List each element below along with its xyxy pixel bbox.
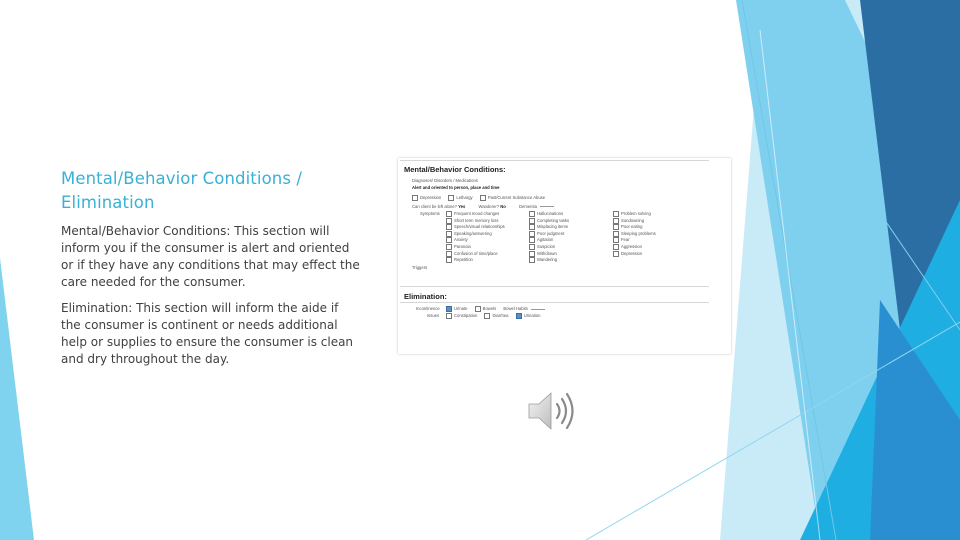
- symptom-checkbox[interactable]: [529, 231, 535, 237]
- left-alone-label: Can client be left alone?: [412, 204, 457, 209]
- symptom-label: Misplacing items: [537, 224, 568, 230]
- symptom-label: Speaking/answering: [454, 230, 492, 236]
- symptom-item: [446, 244, 505, 251]
- symptom-checkbox[interactable]: [446, 211, 452, 217]
- symptom-item: [613, 237, 656, 244]
- left-corner-triangle: [0, 258, 34, 540]
- symptom-item: [446, 224, 505, 231]
- symptom-checkbox[interactable]: [613, 244, 619, 250]
- symptom-checkbox[interactable]: [613, 231, 619, 237]
- bowels-label: Bowels: [482, 306, 497, 312]
- elimination-separator: [400, 302, 709, 303]
- incontinence-row: [446, 306, 545, 312]
- incontinence-label: Incontinence: [416, 306, 440, 311]
- symptom-label: Poor eating: [621, 224, 643, 230]
- urination-checkbox[interactable]: [516, 313, 522, 319]
- dementia-field: [540, 206, 554, 207]
- issues-row: [446, 313, 546, 319]
- symptom-item: [529, 237, 569, 244]
- urination-label: Urination: [523, 313, 541, 319]
- symptom-checkbox[interactable]: [529, 257, 535, 263]
- symptom-label: Repetition: [454, 257, 473, 263]
- symptom-checkbox[interactable]: [446, 231, 452, 237]
- symptom-label: Poor judgment: [537, 230, 565, 236]
- slide-title: Mental/Behavior Conditions / Elimination: [61, 169, 303, 212]
- symptom-item: [529, 251, 569, 258]
- symptom-checkbox[interactable]: [613, 218, 619, 224]
- constipation-checkbox[interactable]: [446, 313, 452, 319]
- symptom-checkbox[interactable]: [529, 218, 535, 224]
- substance-abuse-checkbox[interactable]: [480, 195, 486, 201]
- symptom-checkbox[interactable]: [529, 237, 535, 243]
- symptom-label: Confusion of time/place: [454, 250, 498, 256]
- symptom-label: Withdrawn: [537, 250, 557, 256]
- symptom-item: [446, 218, 505, 225]
- symptom-item: [613, 244, 656, 251]
- symptom-item: [529, 244, 569, 251]
- issues-label: Issues: [427, 313, 440, 318]
- symptom-checkbox[interactable]: [529, 211, 535, 217]
- lethargy-checkbox[interactable]: [448, 195, 454, 201]
- symptom-checkbox[interactable]: [446, 251, 452, 257]
- symptom-checkbox[interactable]: [613, 224, 619, 230]
- symptoms-column-1: [446, 211, 505, 264]
- symptom-checkbox[interactable]: [446, 257, 452, 263]
- depression-checkbox[interactable]: [412, 195, 418, 201]
- left-alone-value: Yes: [458, 204, 466, 209]
- dementia-label: Dementia: [519, 204, 537, 209]
- elimination-section-title: Elimination:: [404, 292, 447, 301]
- status-row: [412, 204, 554, 209]
- symptom-item: [446, 237, 505, 244]
- symptoms-label: Symptoms: [420, 211, 440, 216]
- symptom-label: Short term memory loss: [454, 217, 499, 223]
- diagnoses-label: Diagnoses/ Disorders / Medications: [412, 178, 478, 183]
- symptom-checkbox[interactable]: [446, 237, 452, 243]
- alert-text: Alert and oriented to person, place and time: [412, 185, 500, 190]
- elimination-description: Elimination: This section will inform the aide if the consumer is continent or needs additional help or supplies to ensure the consumer is clean and dry throughout the day.: [61, 301, 354, 366]
- symptoms-column-2: [529, 211, 569, 264]
- symptom-item: [529, 218, 569, 225]
- symptom-item: [613, 211, 656, 218]
- symptom-checkbox[interactable]: [446, 224, 452, 230]
- urinate-checkbox[interactable]: [446, 306, 452, 312]
- symptom-label: Wandering: [537, 257, 558, 263]
- bowels-checkbox[interactable]: [475, 306, 481, 312]
- symptom-label: Sundowning: [621, 217, 645, 223]
- top-separator: [400, 160, 709, 161]
- symptom-checkbox[interactable]: [529, 244, 535, 250]
- symptom-label: Depression: [621, 250, 643, 256]
- symptom-item: [613, 224, 656, 231]
- symptom-item: [529, 211, 569, 218]
- symptom-checkbox[interactable]: [446, 244, 452, 250]
- bowel-habits-field: [531, 309, 545, 310]
- symptoms-column-3: [613, 211, 656, 257]
- wanderer-label: Wanderer?: [478, 204, 500, 209]
- symptom-checkbox[interactable]: [613, 237, 619, 243]
- symptom-checkbox[interactable]: [529, 251, 535, 257]
- symptom-label: Speech/visual relationships: [454, 224, 505, 230]
- diarrhea-label: Diarrhea: [492, 313, 509, 319]
- depression-label: Depression: [420, 195, 442, 201]
- symptom-checkbox[interactable]: [613, 251, 619, 257]
- form-screenshot: [398, 158, 731, 354]
- symptom-checkbox[interactable]: [446, 218, 452, 224]
- symptom-label: Paranoia: [454, 244, 471, 250]
- symptom-item: [529, 224, 569, 231]
- symptom-label: Suspicion: [537, 244, 556, 250]
- symptom-item: [613, 251, 656, 258]
- symptom-label: Problem solving: [621, 211, 651, 217]
- symptom-label: Hallucinations: [537, 211, 564, 217]
- triggers-label: Triggers: [412, 265, 428, 270]
- symptom-checkbox[interactable]: [529, 224, 535, 230]
- symptom-label: Anxiety: [454, 237, 468, 243]
- symptom-label: Completing tasks: [537, 217, 570, 223]
- symptom-checkbox[interactable]: [613, 211, 619, 217]
- symptom-label: Frequent mood changes: [454, 211, 500, 217]
- mental-section-title: Mental/Behavior Conditions:: [404, 165, 506, 174]
- urinate-label: Urinate: [454, 306, 468, 312]
- symptom-item: [446, 231, 505, 238]
- constipation-label: Constipation: [454, 313, 478, 319]
- speaker-icon[interactable]: [527, 387, 583, 435]
- symptom-item: [446, 211, 505, 218]
- symptom-label: Sleeping problems: [621, 230, 656, 236]
- substance-abuse-label: Past/Current Substance Abuse: [487, 195, 546, 201]
- lethargy-label: Lethargy: [456, 195, 473, 201]
- symptom-item: [529, 257, 569, 264]
- symptom-item: [529, 231, 569, 238]
- symptom-label: Aggression: [621, 244, 642, 250]
- mental-description: Mental/Behavior Conditions: This section will inform you if the consumer is alert and oriented or if they have any conditions that may effect the care needed for the consumer.: [61, 224, 360, 289]
- bowel-habits-label: Bowel Habits: [503, 306, 528, 312]
- symptom-item: [613, 218, 656, 225]
- condition-row: [412, 195, 551, 201]
- diarrhea-checkbox[interactable]: [484, 313, 490, 319]
- symptom-item: [613, 231, 656, 238]
- symptom-item: [446, 251, 505, 258]
- symptom-label: Fear: [621, 237, 630, 243]
- symptom-item: [446, 257, 505, 264]
- symptom-label: Agitation: [537, 237, 554, 243]
- wanderer-value: No: [500, 204, 506, 209]
- mid-separator: [400, 286, 709, 287]
